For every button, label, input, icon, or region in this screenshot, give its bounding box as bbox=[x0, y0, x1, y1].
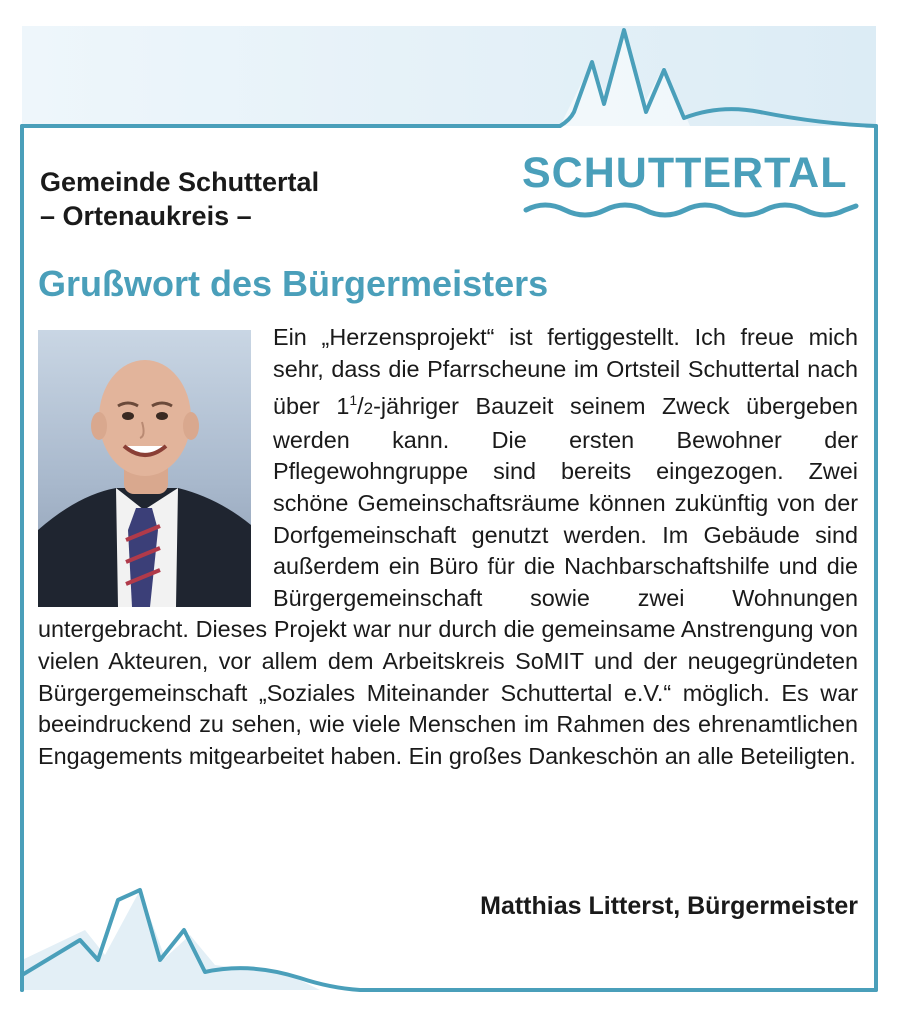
logo-wave-1 bbox=[526, 205, 856, 215]
schuttertal-logo bbox=[522, 148, 860, 198]
article-body bbox=[38, 322, 858, 772]
fraction-denominator: 2 bbox=[363, 399, 374, 419]
signature: Matthias Litterst, Bürgermeister bbox=[480, 892, 858, 920]
skyline-bottom-fill bbox=[22, 890, 320, 990]
page-title: Grußwort des Bürgermeisters bbox=[38, 263, 549, 304]
head-shape bbox=[99, 360, 191, 476]
portrait-illustration bbox=[38, 330, 251, 607]
article-text-part2: -jähriger Bauzeit seinem Zweck übergeben werden kann. Die ersten Bewohner der Pflegewohngruppe sind bereits eingezogen. Zwei schöne Gemeinschaftsräume können zukünftig von der Dorfgemeinschaft genutzt werden. Im Gebäude sind außerdem ein Büro für die Nachbarschaftshilfe und die Bürgergemeinschaft sowie zwei Wohnungen untergebracht. Dieses Projekt war nur durch die gemeinsame Anstrengung von vielen Akteuren, vor allem dem Arbeitskreis SoMIT und der neugegründeten Bürgergemeinschaft „Soziales Miteinander Schuttertal e.V.“ möglich. Es war beeindruckend zu sehen, wie viele Menschen im Rahmen des ehrenamtlichen Engagements mitgearbeitet haben. Ein großes Dankeschön an alle Beteiligten. bbox=[38, 393, 858, 769]
fraction-separator: / bbox=[357, 393, 364, 420]
organization-block bbox=[40, 165, 319, 233]
org-name: Gemeinde Schuttertal bbox=[40, 167, 320, 197]
article-text-part1: Ein „Herzensprojekt“ ist fertiggestellt. Ich freue mich sehr, dass die Pfarrscheune im Ortsteil Schuttertal nach über 1 bbox=[273, 324, 858, 420]
portrait-photo bbox=[38, 330, 251, 607]
logo-text: SCHUTTERTAL bbox=[522, 149, 848, 197]
org-district: – Ortenaukreis – bbox=[40, 201, 252, 231]
fraction-numerator: 1 bbox=[349, 392, 358, 409]
